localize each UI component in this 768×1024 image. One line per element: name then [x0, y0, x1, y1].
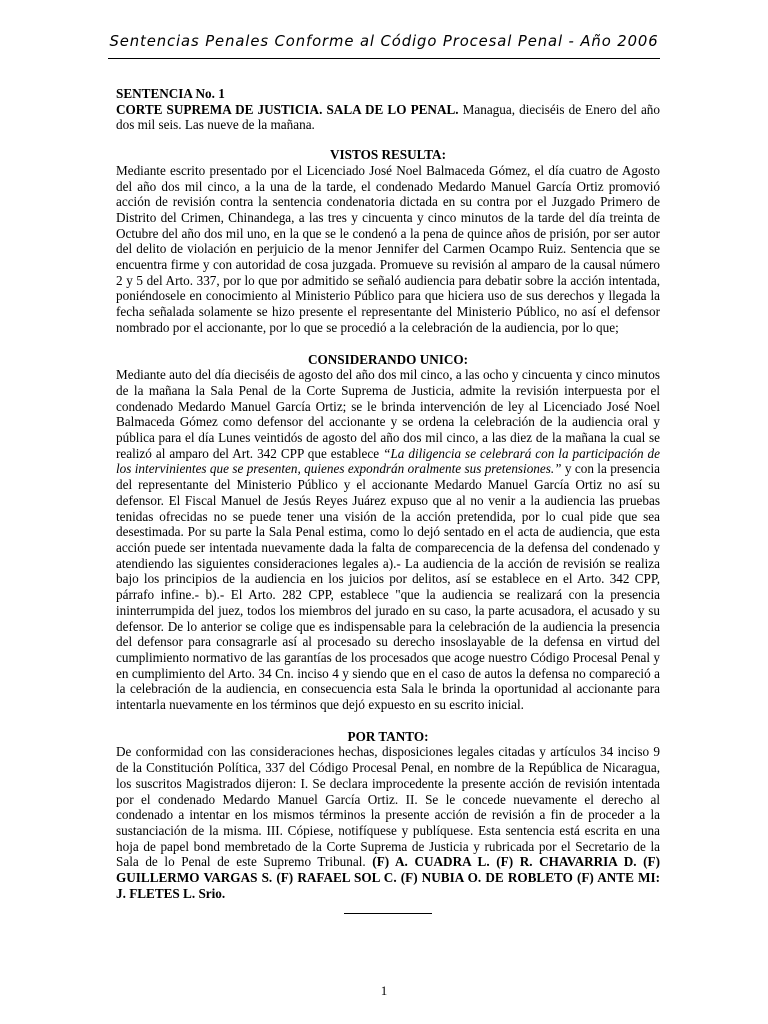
signatures: (F) A. CUADRA L. (F) R. CHAVARRIA D. (F) GUILLERMO VARGAS S. (F) RAFAEL SOL C. (F) NUBIA O. DE ROBLETO (F) ANTE MI: J. FLETES L. Srio. — [116, 854, 660, 901]
running-header: Sentencias Penales Conforme al Código Procesal Penal - Año 2006 — [109, 33, 659, 50]
section-text-vistos: Mediante escrito presentado por el Licenciado José Noel Balmaceda Gómez, el día cuatro de Agosto del año dos mil cinco, a la una de la tarde, el condenado Medardo Manuel García Ortiz promovió acción de revisión contra la sentencia condenatoria dictada en su contra por el Juzgado Primero de Distrito del Crimen, Chinandega, a las tres y cincuenta y cinco minutos de la tarde del día treinta de Octubre del año dos mil uno, en la que se le condenó a la pena de quince años de prisión, por ser autor del delito de violación en perjuicio de la menor Jennifer del Carmen Ocampo Ruiz. Sentencia que se encuentra firme y con autoridad de cosa juzgada. Promueve su revisión al amparo de la causal número 2 y 5 del Arto. 337, por lo que por admitido se señaló audiencia para debatir sobre la acción intentada, poniéndosele en conocimiento al Ministerio Público para que hiciera uso de sus derechos y llegada la fecha señalada solamente se hizo presente el representante del Ministerio Público, no así el defensor nombrado por el accionante, por lo que se procedió a la celebración de la audiencia, por lo que; — [116, 162, 660, 335]
page-number: 1 — [380, 983, 388, 998]
section-heading-vistos: VISTOS RESULTA: — [330, 147, 446, 163]
opening-paragraph — [116, 86, 660, 133]
date-line: Managua, dieciséis de Enero del año dos mil seis. Las nueve de la mañana. — [116, 101, 660, 133]
sentence-number: SENTENCIA No. 1 — [116, 86, 225, 101]
court-name: CORTE SUPREMA DE JUSTICIA. SALA DE LO PENAL. — [116, 101, 459, 117]
section-text-por-tanto — [116, 744, 660, 901]
header-rule — [108, 58, 660, 59]
considerando-text-b: y con la presencia del representante del Ministerio Público y el accionante Medardo Manuel García Ortiz no así su defensor. El Fiscal Manuel de Jesús Reyes Juárez expuso que al no venir a la audiencia las pruebas tenidas ofrecidas no se puede tener una visión de la acción pretendida, por lo cual pide que sea desestimada. Por su parte la Sala Penal estima, como lo dejó sentado en el acta de audiencia, que esta acción puede ser intentada nuevamente dada la falta de comparecencia de la defensa del condenado y atendiendo las siguientes consideraciones legales a).- La audiencia de la acción de revisión se realiza bajo los principios de la audiencia en los juicios por delitos, así se establece en el Arto. 342 CPP, párrafo infine.- b).- El Arto. 282 CPP, establece "que la audiencia se realizará con la presencia ininterrumpida del juez, todos los miembros del jurado en su caso, la parte acusadora, el acusado y su defensor. De lo anterior se colige que es indispensable para la celebración de la audiencia la presencia del defensor para consagrarle así al procesado su derecho insoslayable de la defensa en virtud del cumplimiento normativo de las garantías de los procesados que acoge nuestro Código Procesal Penal y en cumplimiento del Arto. 34 Cn. inciso 4 y siendo que en el caso de autos la defensa no compareció a la celebración de la audiencia, en consecuencia esta Sala le brinda la oportunidad al accionante para intentarla nuevamente en los términos que dejó expuesto en su escrito inicial. — [116, 461, 660, 713]
section-heading-considerando: CONSIDERANDO UNICO: — [307, 351, 469, 367]
closing-rule — [344, 913, 432, 914]
document-body — [116, 86, 660, 914]
considerando-quote: “La diligencia se celebrará con la participación de los intervinientes que se presenten, quienes expondrán oralmente sus pretensiones.” — [116, 445, 661, 477]
por-tanto-text: De conformidad con las consideraciones hechas, disposiciones legales citadas y artículos 34 inciso 9 de la Constitución Política, 337 del Código Procesal Penal, en nombre de la República de Nicaragua, los suscritos Magistrados dijeron: I. Se declara improcedente la presente acción de revisión intentada por el condenado Medardo Manuel García Ortiz. II. Se le concede nuevamente el derecho al condenado a intentar en los mismos términos la presente acción de revisión a fin de proceder a la sustanciación de la misma. III. Cópiese, notifíquese y publíquese. Esta sentencia está escrita en una hoja de papel bond membretado de la Corte Suprema de Justicia y rubricada por el Secretario de la Sala de lo Penal de este Supremo Tribunal. — [116, 744, 660, 870]
considerando-text-a: Mediante auto del día dieciséis de agosto del año dos mil cinco, a las ocho y cincuenta y cinco minutos de la mañana la Sala Penal de la Corte Suprema de Justicia, admite la revisión interpuesta por el condenado Medardo Manuel García Ortiz; se le brinda intervención de ley al Licenciado José Noel Balmaceda Gómez como defensor del accionante y se ordena la celebración de la audiencia oral y pública para el día Lunes veintidós de agosto del año dos mil cinco, a las diez de la mañana la cual se realizó al amparo del Art. 342 CPP que establece — [116, 367, 660, 461]
section-text-considerando — [116, 367, 660, 712]
section-heading-por-tanto: POR TANTO: — [347, 728, 429, 744]
